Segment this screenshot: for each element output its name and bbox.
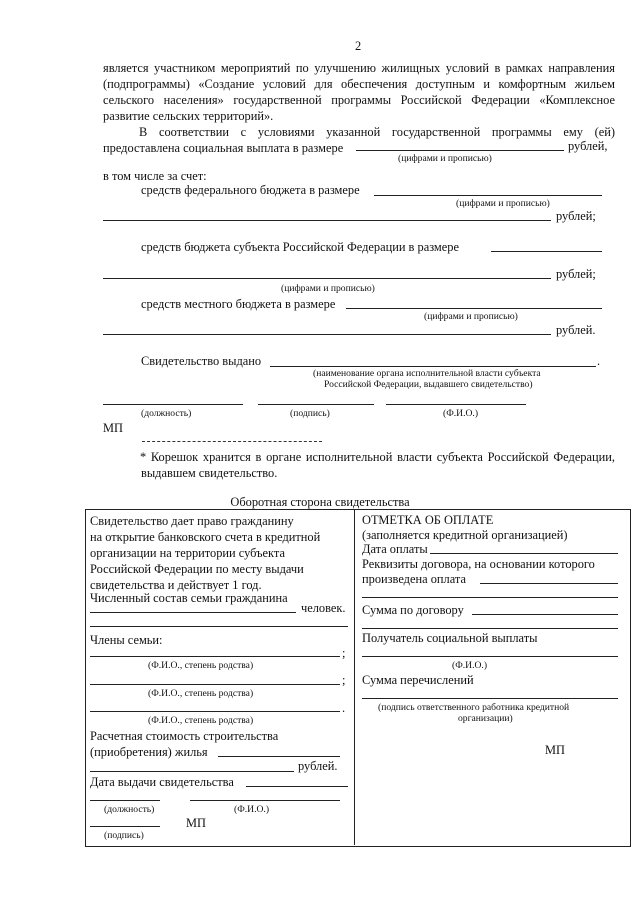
- back-fio-caption: (Ф.И.О.): [234, 804, 270, 815]
- figures-caption: (цифрами и прописью): [398, 153, 492, 164]
- position-caption: (должность): [141, 408, 192, 419]
- subject-rubles-label: рублей;: [556, 267, 596, 281]
- persons-label: человек.: [301, 601, 346, 615]
- signature-caption: (подпись): [290, 408, 330, 419]
- payment-stamp-label: МП: [545, 743, 565, 757]
- officer-caption-2: организации): [458, 713, 513, 724]
- recipient-label: Получатель социальной выплаты: [362, 631, 538, 645]
- left-intro-line: на открытие банковского счета в кредитной: [90, 530, 321, 544]
- contract-details-line-2[interactable]: [362, 597, 618, 598]
- contract-sum-line-1[interactable]: [472, 614, 618, 615]
- fio-caption: (Ф.И.О.): [443, 408, 479, 419]
- recipient-line[interactable]: [362, 656, 618, 657]
- intro-paragraph: является участником мероприятий по улучшению жилищных условий в рамках направления (подпрограммы) «Создание условий для обеспечения доступным и комфортным жильем сельского населения» государственной программы Российской Федерации «Комплексное развитие сельских территорий».: [103, 61, 615, 123]
- member-caption-3: (Ф.И.О., степень родства): [148, 715, 254, 726]
- member-line-1[interactable]: [90, 656, 340, 657]
- issued-label: Свидетельство выдано: [141, 354, 262, 368]
- recipient-caption: (Ф.И.О.): [452, 660, 488, 671]
- stamp-label: МП: [103, 421, 123, 435]
- housing-cost-label-1: Расчетная стоимость строительства: [90, 729, 279, 743]
- issue-date-label: Дата выдачи свидетельства: [90, 775, 234, 789]
- fio-line[interactable]: [386, 404, 526, 405]
- family-size-line[interactable]: [90, 612, 296, 613]
- contract-sum-label: Сумма по договору: [362, 603, 464, 617]
- member-line-1-end: ;: [342, 646, 346, 660]
- housing-cost-rubles: рублей.: [298, 759, 338, 773]
- footnote-separator: [142, 441, 322, 442]
- left-intro-line: Российской Федерации по месту выдачи: [90, 562, 304, 576]
- payment-amount-line[interactable]: [356, 150, 564, 151]
- subject-words-line[interactable]: [103, 278, 551, 279]
- federal-figures-caption: (цифрами и прописью): [456, 198, 550, 209]
- subject-budget-label: средств бюджета субъекта Российской Федерации в размере: [141, 240, 459, 254]
- contract-sum-line-2[interactable]: [362, 628, 618, 629]
- family-size-line-2[interactable]: [90, 626, 348, 627]
- local-figures-caption: (цифрами и прописью): [424, 311, 518, 322]
- issuer-caption-1: (наименование органа исполнительной власти субъекта: [313, 368, 541, 379]
- page-number: 2: [355, 39, 362, 53]
- member-caption-2: (Ф.И.О., степень родства): [148, 688, 254, 699]
- federal-amount-line[interactable]: [374, 195, 602, 196]
- left-intro: [90, 513, 320, 593]
- payment-date-line[interactable]: [430, 553, 618, 554]
- back-side-title: Оборотная сторона свидетельства: [230, 495, 410, 509]
- payment-date-label: Дата оплаты: [362, 542, 428, 556]
- local-amount-line[interactable]: [346, 308, 602, 309]
- including-label: в том числе за счет:: [103, 169, 207, 183]
- housing-cost-line-2[interactable]: [90, 771, 294, 772]
- back-position-caption: (должность): [104, 804, 155, 815]
- payment-mark-subtitle: (заполняется кредитной организацией): [362, 528, 568, 542]
- payment-mark-title: ОТМЕТКА ОБ ОПЛАТЕ: [362, 513, 494, 527]
- local-words-line[interactable]: [103, 334, 551, 335]
- member-caption-1: (Ф.И.О., степень родства): [148, 660, 254, 671]
- back-fio-line[interactable]: [190, 800, 340, 801]
- back-signature-line[interactable]: [90, 826, 160, 827]
- member-line-2-end: ;: [342, 673, 346, 687]
- left-intro-line: свидетельства и действует 1 год.: [90, 578, 262, 592]
- member-line-3-end: .: [342, 701, 346, 715]
- family-size-label: Численный состав семьи гражданина: [90, 591, 288, 605]
- contract-details-label-2: произведена оплата: [362, 572, 466, 586]
- federal-rubles-label: рублей;: [556, 209, 596, 223]
- transfer-sum-label: Сумма перечислений: [362, 673, 474, 687]
- issue-date-line[interactable]: [246, 786, 348, 787]
- officer-caption-1: (подпись ответственного работника кредитной: [378, 702, 570, 713]
- rubles-label: рублей,: [568, 139, 608, 153]
- issuer-caption-2: Российской Федерации, выдавшего свидетельство): [324, 379, 533, 390]
- issuer-line[interactable]: [270, 366, 596, 367]
- local-rubles-label: рублей.: [556, 323, 596, 337]
- position-line[interactable]: [103, 404, 243, 405]
- member-line-2[interactable]: [90, 684, 340, 685]
- housing-cost-label-2: (приобретения) жилья: [90, 745, 208, 759]
- member-line-3[interactable]: [90, 711, 340, 712]
- social-payment-paragraph: В соответствии с условиями указанной государственной программы ему (ей) предоставлена социальная выплата в размере: [103, 125, 615, 155]
- federal-words-line[interactable]: [103, 220, 551, 221]
- back-side-divider: [354, 509, 355, 845]
- contract-details-label: Реквизиты договора, на основании которого: [362, 557, 595, 571]
- issuer-line-end: .: [597, 354, 601, 368]
- footnote-text: * Корешок хранится в органе исполнительной власти субъекта Российской Федерации, выдавшем свидетельство.: [140, 450, 615, 480]
- left-intro-line: Свидетельство дает право гражданину: [90, 514, 294, 528]
- family-members-label: Члены семьи:: [90, 633, 163, 647]
- subject-figures-caption: (цифрами и прописью): [281, 283, 375, 294]
- housing-cost-line-1[interactable]: [218, 756, 340, 757]
- transfer-sum-line[interactable]: [362, 698, 618, 699]
- federal-budget-label: средств федерального бюджета в размере: [141, 183, 360, 197]
- left-intro-line: организации на территории субъекта: [90, 546, 285, 560]
- back-signature-caption: (подпись): [104, 830, 144, 841]
- signature-line[interactable]: [258, 404, 374, 405]
- back-position-line[interactable]: [90, 800, 160, 801]
- local-budget-label: средств местного бюджета в размере: [141, 297, 336, 311]
- contract-details-line-1[interactable]: [480, 583, 618, 584]
- back-stamp-label: МП: [186, 816, 206, 830]
- subject-amount-line[interactable]: [491, 251, 602, 252]
